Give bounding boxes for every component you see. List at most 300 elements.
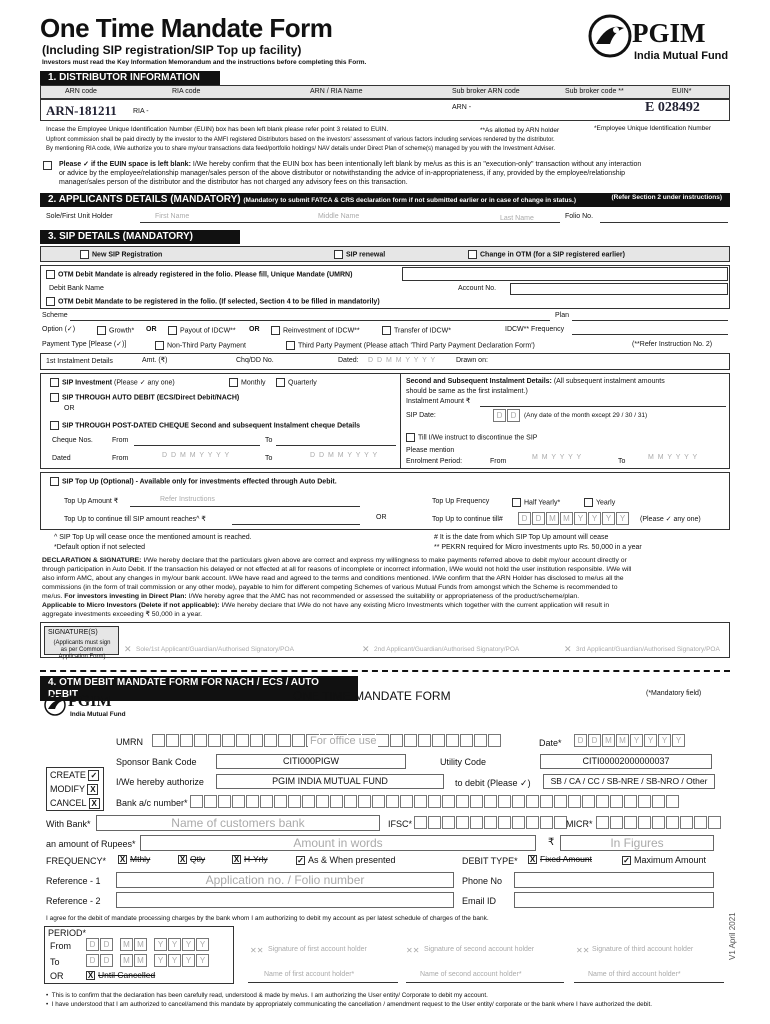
scheme-line[interactable] bbox=[70, 320, 550, 321]
maximum-amount-option[interactable]: ✓ Maximum Amount bbox=[623, 855, 707, 866]
as-when-option[interactable]: ✓ As & When presented bbox=[297, 855, 396, 866]
plan-label: Plan bbox=[555, 312, 570, 319]
period-cell[interactable]: Y bbox=[168, 938, 181, 951]
umrn-cell[interactable] bbox=[264, 734, 277, 747]
col-arn-ria-name: ARN / RIA Name bbox=[310, 88, 363, 95]
cheque-to-label: To bbox=[265, 437, 273, 444]
reference-2-field[interactable] bbox=[116, 892, 454, 908]
cell[interactable]: D bbox=[518, 512, 531, 525]
monthly-freq-option[interactable]: X Mthly bbox=[119, 854, 151, 865]
bullet-2-text: I have understood that I am authorized to cancel/amend this mandate by appropriately communicating the cancellation / amendment request to the User entity/ corporate or the bank where I have authorized the debit. bbox=[51, 1001, 653, 1008]
ss-text2: should be same as the first instalment.) bbox=[406, 388, 528, 395]
create-checkbox[interactable]: ✓ bbox=[88, 770, 99, 781]
ifsc-cell[interactable] bbox=[470, 816, 483, 829]
sig-third-holder[interactable]: Signature of third account holder bbox=[592, 946, 694, 953]
umrn-cell[interactable] bbox=[180, 734, 193, 747]
ac-cell[interactable] bbox=[540, 795, 553, 808]
period-from-label: From bbox=[50, 941, 71, 951]
amount-rupees-label: an amount of Rupees* bbox=[46, 839, 136, 849]
sponsor-bank-code-field[interactable]: CITI000PIGW bbox=[216, 754, 406, 769]
ac-cell[interactable] bbox=[288, 795, 301, 808]
umrn-cell[interactable] bbox=[236, 734, 249, 747]
sig-second-holder[interactable]: Signature of second account holder bbox=[424, 946, 535, 953]
yearly-option[interactable] bbox=[584, 498, 615, 507]
sig-first-x-icon: ✕✕ bbox=[250, 946, 264, 955]
idcw-frequency-line[interactable] bbox=[572, 334, 728, 335]
ac-cell[interactable] bbox=[596, 795, 609, 808]
account-type-selector[interactable]: SB / CA / CC / SB-NRE / SB-NRO / Other bbox=[543, 774, 715, 789]
period-cell[interactable]: M bbox=[120, 954, 133, 967]
sip-date-cells[interactable] bbox=[493, 409, 521, 422]
cell[interactable]: Y bbox=[616, 512, 629, 525]
pdc-label: SIP THROUGH POST-DATED CHEQUE Second and subsequent Instalment cheque Details bbox=[62, 422, 361, 430]
sig3-label[interactable]: 3rd Applicant/Guardian/Authorised Signatory/POA bbox=[576, 646, 720, 653]
micr-cell[interactable] bbox=[680, 816, 693, 829]
arn-allotted-note: **As allotted by ARN holder bbox=[480, 127, 560, 134]
sip-investment-hint: (Please ✓ any one) bbox=[114, 379, 175, 387]
debit-type-label: DEBIT TYPE* bbox=[462, 856, 518, 866]
ac-cell[interactable] bbox=[638, 795, 651, 808]
sip-date-note: (Any date of the month except 29 / 30 / 31) bbox=[524, 412, 648, 419]
direct-plan-text: I/We hereby agree that the AMC has not recommended or assessed the suitability or appropriateness of the product/scheme/plan. bbox=[188, 593, 580, 600]
topup-frequency-label: Top Up Frequency bbox=[432, 498, 490, 505]
subbroker-arn-field[interactable]: ARN - bbox=[452, 104, 472, 111]
declaration-line3: also inform AMC, about any changes in my/our bank account. I/We have read and agreed to the terms and conditions mentioned. I/We confirm that the ARN Holder has disclosed to me/us all the bbox=[42, 575, 624, 582]
period-cell[interactable]: D bbox=[86, 954, 99, 967]
topup-till-cells[interactable] bbox=[518, 512, 630, 525]
ac-cell[interactable] bbox=[610, 795, 623, 808]
third-party-option[interactable] bbox=[286, 341, 535, 350]
sig1-label[interactable]: Sole/1st Applicant/Guardian/Authorised Signatory/POA bbox=[136, 646, 294, 653]
ifsc-cell[interactable] bbox=[484, 816, 497, 829]
reinvest-label: Reinvestment of IDCW** bbox=[283, 327, 360, 335]
otm-tobe-option[interactable] bbox=[46, 297, 380, 306]
ss-heading bbox=[406, 378, 665, 386]
ifsc-cell[interactable] bbox=[498, 816, 511, 829]
umrn-cell[interactable] bbox=[446, 734, 459, 747]
bullet-1: • This is to confirm that the declaration has been carefully read, understood & made by me/us. I am authorizing the User entity/ Corporate to debit my account. bbox=[46, 992, 488, 999]
date-cell[interactable]: Y bbox=[630, 734, 643, 747]
brand-subtitle: India Mutual Fund bbox=[634, 50, 729, 62]
umrn-cell[interactable] bbox=[194, 734, 207, 747]
umrn-box[interactable] bbox=[402, 267, 728, 281]
cheque-from-label: From bbox=[112, 437, 129, 444]
first-name-placeholder: First Name bbox=[155, 213, 190, 220]
declaration-line5 bbox=[42, 593, 579, 601]
period-cell[interactable]: M bbox=[134, 938, 147, 951]
umrn-cell[interactable] bbox=[152, 734, 165, 747]
last-name-placeholder: Last Name bbox=[500, 215, 534, 222]
topup-amount-label: Top Up Amount ₹ bbox=[64, 498, 119, 505]
account-no-label: Account No. bbox=[458, 285, 497, 292]
micr-cells[interactable] bbox=[596, 816, 722, 831]
non-third-label: Non-Third Party Payment bbox=[167, 342, 246, 350]
topup-cease-note: # It is the date from which SIP Top Up amount will cease bbox=[434, 534, 609, 541]
transfer-option[interactable] bbox=[382, 326, 451, 335]
enrolment-from-field[interactable]: M M Y Y Y Y bbox=[532, 454, 583, 461]
ac-cell[interactable] bbox=[274, 795, 287, 808]
cell[interactable]: Y bbox=[588, 512, 601, 525]
ac-cell[interactable] bbox=[344, 795, 357, 808]
bank-name-field[interactable]: Name of customers bank bbox=[96, 815, 380, 831]
period-cell[interactable]: D bbox=[100, 938, 113, 951]
bank-ac-cells[interactable] bbox=[190, 795, 680, 810]
topup-amount-line[interactable] bbox=[130, 506, 360, 507]
modify-option[interactable] bbox=[50, 784, 101, 795]
half-yearly-option[interactable] bbox=[512, 498, 560, 507]
umrn-cell[interactable] bbox=[432, 734, 445, 747]
sip-investment-option[interactable] bbox=[50, 378, 175, 387]
topup-continue-line[interactable] bbox=[232, 524, 360, 525]
new-sip-option[interactable] bbox=[80, 250, 162, 259]
period-cell[interactable]: M bbox=[134, 954, 147, 967]
first-instalment-date-field[interactable]: D D M M Y Y Y Y bbox=[368, 357, 437, 364]
period-cell[interactable]: Y bbox=[182, 938, 195, 951]
ac-cell[interactable] bbox=[372, 795, 385, 808]
utility-code-field[interactable]: CITI00002000000037 bbox=[540, 754, 712, 769]
cell[interactable]: M bbox=[560, 512, 573, 525]
section-2-refer: (Refer Section 2 under instructions) bbox=[611, 194, 722, 201]
middle-name-placeholder: Middle Name bbox=[318, 213, 360, 220]
folio-label: Folio No. bbox=[565, 213, 594, 220]
until-cancelled-option[interactable]: X Until Cancelled bbox=[87, 970, 156, 981]
section-1-title: 1. DISTRIBUTOR INFORMATION bbox=[40, 71, 220, 85]
cancel-option[interactable] bbox=[50, 798, 103, 809]
sip-date-d2[interactable]: D bbox=[507, 409, 520, 422]
ac-cell[interactable] bbox=[330, 795, 343, 808]
auto-debit-option[interactable] bbox=[50, 393, 239, 402]
micr-cell[interactable] bbox=[694, 816, 707, 829]
period-cell[interactable]: Y bbox=[168, 954, 181, 967]
ss-text: (All subsequent instalment amounts bbox=[553, 378, 665, 385]
ac-cell[interactable] bbox=[470, 795, 483, 808]
col-subbroker-code: Sub broker code ** bbox=[565, 88, 624, 95]
topup-title: SIP Top Up (Optional) - Available only for investments effected through Auto Debit. bbox=[62, 478, 337, 486]
ac-cell[interactable] bbox=[512, 795, 525, 808]
micr-cell[interactable] bbox=[610, 816, 623, 829]
otm-tobe-label: OTM Debit Mandate to be registered in the folio. (If selected, Section 4 to be filled in mandatorily) bbox=[58, 298, 380, 306]
name-second-line[interactable] bbox=[406, 982, 564, 983]
folio-line[interactable] bbox=[600, 222, 728, 223]
dated-from-word: From bbox=[112, 455, 129, 462]
quarterly-freq-option[interactable]: X Qtly bbox=[179, 854, 206, 865]
or-auto-pdc: OR bbox=[64, 405, 75, 412]
umrn-cell[interactable] bbox=[474, 734, 487, 747]
version-label: V1 April 2021 bbox=[728, 912, 737, 960]
or-label-2: OR bbox=[249, 326, 260, 333]
ac-cell[interactable] bbox=[316, 795, 329, 808]
ifsc-cell[interactable] bbox=[526, 816, 539, 829]
ifsc-cell[interactable] bbox=[512, 816, 525, 829]
micr-cell[interactable] bbox=[638, 816, 651, 829]
umrn-cell[interactable] bbox=[250, 734, 263, 747]
cheque-nos-label: Cheque Nos. bbox=[52, 437, 93, 444]
ria-note: By mentioning RIA code, I/We authorize you to share my/our transactions data feed/portfolio holdings/ NAV details under Direct Plan of scheme(s) managed by you with the Investment Adviser. bbox=[46, 146, 556, 152]
declaration-line4: commissions (in the form of trail commission or any other mode), payable to him for different competing Schemes of various Mutual Funds from amongst which the Scheme is recommended to bbox=[42, 584, 618, 591]
umrn-label: UMRN bbox=[116, 737, 143, 747]
auto-debit-label: SIP THROUGH AUTO DEBIT (ECS/Direct Debit/NACH) bbox=[62, 394, 240, 402]
small-brand-name: PGIM bbox=[68, 693, 112, 710]
bank-ac-label: Bank a/c number* bbox=[116, 798, 188, 808]
declaration-line6 bbox=[42, 602, 609, 610]
cell[interactable]: Y bbox=[602, 512, 615, 525]
ac-cell[interactable] bbox=[652, 795, 665, 808]
topup-option[interactable] bbox=[50, 477, 337, 486]
authorize-label: I/We hereby authorize bbox=[116, 777, 204, 787]
ss-bold: Second and Subsequent Instalment Details: bbox=[406, 378, 552, 385]
period-cell[interactable]: Y bbox=[182, 954, 195, 967]
umrn-cell[interactable] bbox=[418, 734, 431, 747]
for-office-use-placeholder: For office use bbox=[310, 735, 377, 747]
umrn-cell[interactable] bbox=[404, 734, 417, 747]
dated-to-word: To bbox=[265, 455, 273, 462]
col-ria: RIA code bbox=[172, 88, 201, 95]
enrolment-to-label: To bbox=[618, 458, 626, 465]
ac-cell[interactable] bbox=[554, 795, 567, 808]
till-instruct-option[interactable] bbox=[406, 433, 537, 442]
ifsc-cell[interactable] bbox=[456, 816, 469, 829]
form-subtitle: (Including SIP registration/SIP Top up facility) bbox=[42, 43, 302, 57]
quarterly-option[interactable] bbox=[276, 378, 317, 387]
direct-plan-bold: For investors investing in Direct Plan: bbox=[64, 593, 187, 600]
col-subbroker-arn: Sub broker ARN code bbox=[452, 88, 520, 95]
sip-renewal-label: SIP renewal bbox=[346, 251, 386, 259]
half-yearly-label: Half Yearly* bbox=[524, 499, 561, 507]
umrn-cell[interactable] bbox=[166, 734, 179, 747]
option-label: Option (✓) bbox=[42, 326, 76, 333]
reference-1-field[interactable]: Application no. / Folio number bbox=[116, 872, 454, 888]
monthly-option[interactable] bbox=[229, 378, 266, 387]
period-cell[interactable]: Y bbox=[154, 938, 167, 951]
ifsc-cell[interactable] bbox=[540, 816, 553, 829]
date-cell[interactable]: Y bbox=[644, 734, 657, 747]
ac-cell[interactable] bbox=[414, 795, 427, 808]
cheque-from-line[interactable] bbox=[134, 445, 260, 446]
sig2-label[interactable]: 2nd Applicant/Guardian/Authorised Signatory/POA bbox=[374, 646, 520, 653]
non-third-party-option[interactable] bbox=[155, 341, 246, 350]
email-label: Email ID bbox=[462, 896, 497, 906]
new-sip-label: New SIP Registration bbox=[92, 251, 163, 259]
sip-investment-label: SIP Investment bbox=[62, 379, 113, 387]
ac-cell[interactable] bbox=[666, 795, 679, 808]
period-label: PERIOD* bbox=[48, 928, 87, 938]
otm-form-title: ONE TIME MANDATE FORM bbox=[293, 689, 451, 703]
change-otm-option[interactable] bbox=[468, 250, 625, 259]
change-otm-label: Change in OTM (for a SIP registered earlier) bbox=[480, 251, 625, 259]
quarterly-label: Quarterly bbox=[288, 379, 317, 387]
payout-idcw-option[interactable] bbox=[168, 326, 236, 335]
name-third-line[interactable] bbox=[574, 982, 724, 983]
ac-cell[interactable] bbox=[190, 795, 203, 808]
name-first-line[interactable] bbox=[248, 982, 398, 983]
reference-2-label: Reference - 2 bbox=[46, 896, 101, 906]
period-cell[interactable]: M bbox=[120, 938, 133, 951]
micr-cell[interactable] bbox=[624, 816, 637, 829]
dated-label: Dated: bbox=[338, 357, 359, 364]
processing-charges-note: I agree for the debit of mandate processing charges by the bank whom I am authorizing to debit my account as per latest schedule of charges of the bank. bbox=[46, 915, 489, 922]
date-cell[interactable]: D bbox=[574, 734, 587, 747]
sip-renewal-option[interactable] bbox=[334, 250, 385, 259]
period-to-cells[interactable] bbox=[86, 954, 210, 967]
amount-words-field[interactable]: Amount in words bbox=[140, 835, 536, 851]
cheque-to-line[interactable] bbox=[276, 445, 396, 446]
ac-cell[interactable] bbox=[246, 795, 259, 808]
phone-field[interactable] bbox=[514, 872, 714, 888]
declaration-line7: aggregate investments exceeding ₹ 50,000 in a year. bbox=[42, 611, 203, 618]
dated-from-field[interactable]: D D M M Y Y Y Y bbox=[162, 452, 231, 459]
umrn-cell[interactable] bbox=[390, 734, 403, 747]
reinvest-option[interactable] bbox=[271, 326, 360, 335]
instalment-amount-line[interactable] bbox=[480, 406, 726, 407]
period-cell[interactable]: Y bbox=[154, 954, 167, 967]
ac-cell[interactable] bbox=[302, 795, 315, 808]
euin-value[interactable]: E 028492 bbox=[645, 100, 700, 115]
sip-date-d1[interactable]: D bbox=[493, 409, 506, 422]
ac-cell[interactable] bbox=[358, 795, 371, 808]
maximum-amount-label: Maximum Amount bbox=[634, 855, 707, 865]
period-from-cells[interactable] bbox=[86, 938, 210, 951]
umrn-cell[interactable] bbox=[292, 734, 305, 747]
date-cell[interactable]: Y bbox=[658, 734, 671, 747]
date-cell[interactable]: Y bbox=[672, 734, 685, 747]
euin-blank-line1: I/We hereby confirm that the EUIN box has been intentionally left blank by me/us as this is an "execution-only" transaction without any interaction bbox=[192, 161, 642, 168]
umrn-cell[interactable] bbox=[460, 734, 473, 747]
ac-cell[interactable] bbox=[428, 795, 441, 808]
ac-cell[interactable] bbox=[526, 795, 539, 808]
sig-second-x-icon: ✕✕ bbox=[406, 946, 420, 955]
ifsc-label: IFSC* bbox=[388, 819, 413, 829]
ria-code-field[interactable]: RIA - bbox=[133, 108, 149, 115]
cell[interactable]: Y bbox=[574, 512, 587, 525]
umrn-cell[interactable] bbox=[278, 734, 291, 747]
ac-cell[interactable] bbox=[498, 795, 511, 808]
mandatory-field-note: (*Mandatory field) bbox=[646, 690, 702, 697]
create-option[interactable] bbox=[50, 770, 102, 781]
sig3-x-icon: ✕ bbox=[564, 644, 572, 654]
please-mention-label: Please mention bbox=[406, 447, 455, 454]
euin-blank-bold: Please ✓ if the EUIN space is left blank: bbox=[59, 161, 191, 168]
ac-cell[interactable] bbox=[484, 795, 497, 808]
holder-name-line[interactable] bbox=[140, 222, 560, 223]
date-cell[interactable]: M bbox=[616, 734, 629, 747]
small-brand-sub: India Mutual Fund bbox=[70, 711, 126, 718]
ac-cell[interactable] bbox=[568, 795, 581, 808]
sip-date-label: SIP Date: bbox=[406, 412, 436, 419]
micr-cell[interactable] bbox=[652, 816, 665, 829]
amount-figures-field[interactable]: In Figures bbox=[560, 835, 714, 851]
ac-cell[interactable] bbox=[204, 795, 217, 808]
micr-label: MICR* bbox=[566, 819, 593, 829]
micr-cell[interactable] bbox=[666, 816, 679, 829]
cell[interactable]: D bbox=[532, 512, 545, 525]
modify-checkbox[interactable]: X bbox=[87, 784, 98, 795]
growth-label: Growth* bbox=[109, 327, 135, 335]
chq-dd-label: Chq/DD No. bbox=[236, 357, 274, 364]
ac-cell[interactable] bbox=[218, 795, 231, 808]
ac-cell[interactable] bbox=[400, 795, 413, 808]
ifsc-cell[interactable] bbox=[414, 816, 427, 829]
sig-third-x-icon: ✕✕ bbox=[576, 946, 590, 955]
pdc-option[interactable] bbox=[50, 421, 360, 430]
topup-or: OR bbox=[376, 514, 387, 521]
period-cell[interactable]: Y bbox=[196, 938, 209, 951]
ac-cell[interactable] bbox=[442, 795, 455, 808]
umrn-cell[interactable] bbox=[222, 734, 235, 747]
ac-cell[interactable] bbox=[624, 795, 637, 808]
euin-definition: *Employee Unique Identification Number bbox=[594, 125, 712, 132]
ac-cell[interactable] bbox=[232, 795, 245, 808]
period-cell[interactable]: Y bbox=[196, 954, 209, 967]
fixed-amount-option[interactable]: X Fixed Amount bbox=[529, 854, 592, 865]
plan-line[interactable] bbox=[572, 320, 728, 321]
third-party-label: Third Party Payment (Please attach 'Third Party Payment Declaration Form') bbox=[298, 342, 535, 350]
name-second-holder: Name of second account holder* bbox=[420, 971, 522, 978]
account-no-box[interactable] bbox=[510, 283, 728, 295]
ifsc-cells[interactable] bbox=[414, 816, 568, 831]
sole-holder-label: Sole/First Unit Holder bbox=[46, 213, 113, 220]
arn-code-value[interactable]: ARN-181211 bbox=[46, 103, 117, 118]
declaration-line1 bbox=[42, 557, 627, 565]
sig1-x-icon: ✕ bbox=[124, 644, 132, 654]
date-cell[interactable]: M bbox=[602, 734, 615, 747]
declaration-me-us: me/us. bbox=[42, 593, 63, 600]
half-yearly-freq-option[interactable]: X H-Yrly bbox=[233, 854, 268, 865]
period-cell[interactable]: D bbox=[86, 938, 99, 951]
cancel-checkbox[interactable]: X bbox=[89, 798, 100, 809]
ifsc-cell[interactable] bbox=[442, 816, 455, 829]
ifsc-cell[interactable] bbox=[428, 816, 441, 829]
cell[interactable]: M bbox=[546, 512, 559, 525]
euin-blank-checkbox[interactable] bbox=[43, 161, 55, 170]
scheme-label: Scheme bbox=[42, 312, 68, 319]
ac-cell[interactable] bbox=[260, 795, 273, 808]
section-2-fatca-note: (Mandatory to submit FATCA & CRS declaration form if not submitted earlier or in case of change in status.) bbox=[243, 197, 576, 204]
till-instruct-label: Till I/We instruct to discontinue the SIP bbox=[418, 434, 538, 442]
ac-cell[interactable] bbox=[582, 795, 595, 808]
euin-note: Incase the Employee Unique Identification Number (EUIN) box has been left blank please refer point 3 related to EUIN. bbox=[46, 126, 389, 133]
fixed-amount-label: Fixed Amount bbox=[540, 854, 592, 864]
rupee-symbol: ₹ bbox=[548, 837, 555, 848]
micr-cell[interactable] bbox=[708, 816, 721, 829]
pgim-small-logo-icon bbox=[44, 694, 66, 716]
topup-continue-label: Top Up to continue till SIP amount reaches^ ₹ bbox=[64, 516, 206, 523]
ac-cell[interactable] bbox=[456, 795, 469, 808]
authorize-field[interactable]: PGIM INDIA MUTUAL FUND bbox=[216, 774, 444, 789]
period-or-label: OR bbox=[50, 971, 64, 981]
reference-1-label: Reference - 1 bbox=[46, 876, 101, 886]
with-bank-label: With Bank* bbox=[46, 819, 91, 829]
growth-option[interactable] bbox=[97, 326, 134, 335]
payout-label: Payout of IDCW** bbox=[180, 327, 236, 335]
upfront-note: Upfront commission shall be paid directly by the investor to the AMFI registered Distributors based on the investors' assessment of various factors including services rendered by the distributor. bbox=[46, 137, 555, 143]
otm-registered-option[interactable] bbox=[46, 270, 352, 279]
dated-to-field[interactable]: D D M M Y Y Y Y bbox=[310, 452, 379, 459]
email-field[interactable] bbox=[514, 892, 714, 908]
sig-first-holder[interactable]: Signature of first account holder bbox=[268, 946, 367, 953]
ac-cell[interactable] bbox=[386, 795, 399, 808]
mandate-date-cells[interactable] bbox=[574, 734, 686, 747]
enrolment-to-field[interactable]: M M Y Y Y Y bbox=[648, 454, 699, 461]
umrn-cell[interactable] bbox=[488, 734, 501, 747]
date-cell[interactable]: D bbox=[588, 734, 601, 747]
form-title: One Time Mandate Form bbox=[40, 13, 333, 43]
idcw-frequency-label: IDCW** Frequency bbox=[505, 326, 565, 333]
micr-cell[interactable] bbox=[596, 816, 609, 829]
cut-line bbox=[40, 670, 730, 672]
refer-instructions-placeholder: Refer Instructions bbox=[160, 496, 215, 503]
umrn-cell[interactable] bbox=[208, 734, 221, 747]
period-cell[interactable]: D bbox=[100, 954, 113, 967]
